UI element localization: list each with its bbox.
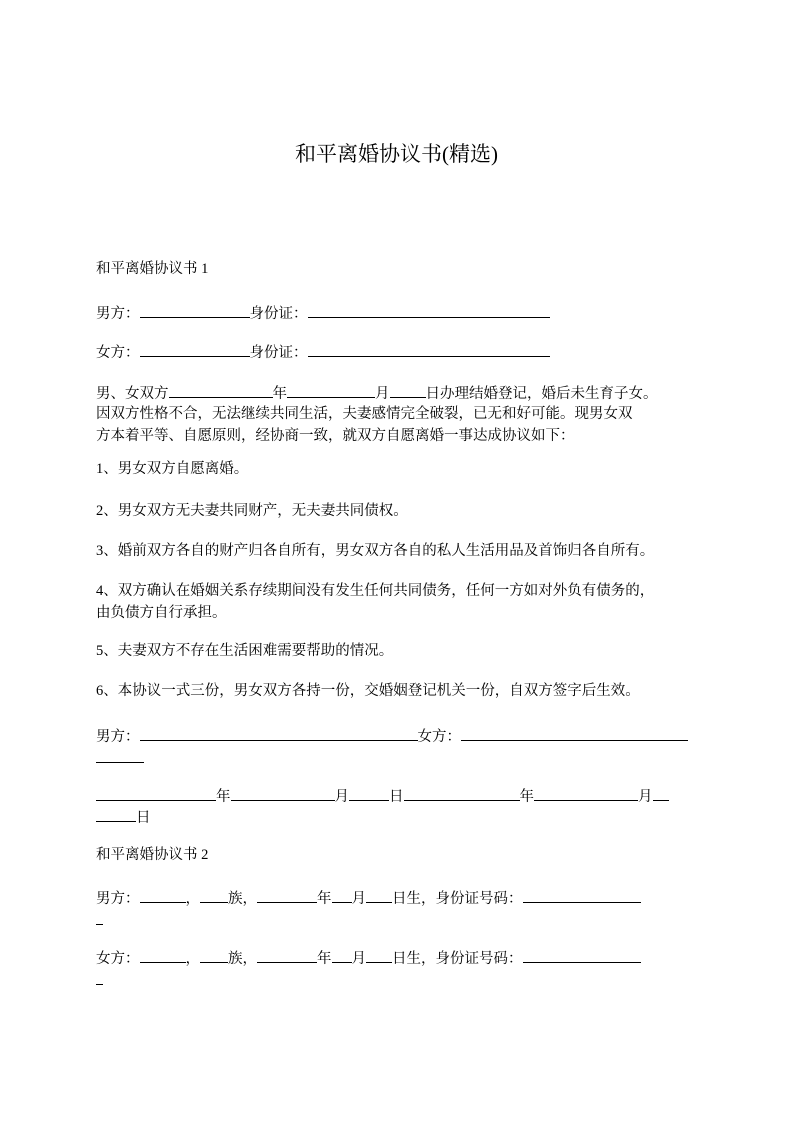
clause-item: 3、婚前双方各自的财产归各自所有，男女双方各自的私人生活用品及首饰归各自所有。 bbox=[96, 543, 655, 559]
signature-line bbox=[96, 725, 688, 747]
line-text: 族， bbox=[228, 951, 257, 967]
blank-field[interactable] bbox=[96, 785, 216, 801]
blank-field[interactable] bbox=[404, 785, 520, 801]
line-text: 女方： bbox=[96, 951, 140, 967]
paragraph-line bbox=[96, 382, 658, 404]
line-text: 男方： bbox=[96, 891, 140, 907]
line-text: 年 bbox=[317, 891, 332, 907]
clause-item: 2、男女双方无夫妻共同财产，无夫妻共同债权。 bbox=[96, 503, 408, 519]
line-text: 年 bbox=[519, 789, 534, 805]
blank-field[interactable] bbox=[169, 382, 273, 398]
date-line bbox=[96, 785, 669, 807]
line-text: 日 bbox=[389, 789, 404, 805]
line-text: 月 bbox=[334, 789, 349, 805]
line-text: 男方： bbox=[96, 306, 140, 322]
paragraph-line: 方本着平等、自愿原则，经协商一致，就双方自愿离婚一事达成协议如下： bbox=[96, 428, 575, 444]
blank-field[interactable] bbox=[140, 887, 186, 903]
blank-field[interactable] bbox=[231, 785, 335, 801]
line-text: 年 bbox=[272, 386, 287, 402]
clause-item: 由负债方自行承担。 bbox=[96, 605, 227, 621]
line-text: 日生，身份证号码： bbox=[392, 951, 523, 967]
line-text: 女方： bbox=[417, 729, 461, 745]
blank-field[interactable] bbox=[366, 887, 392, 903]
clause-item: 1、男女双方自愿离婚。 bbox=[96, 461, 249, 477]
line-text: 男方： bbox=[96, 729, 140, 745]
clause-item: 4、双方确认在婚姻关系存续期间没有发生任何共同债务，任何一方如对外负有债务的， bbox=[96, 583, 655, 599]
blank-field[interactable] bbox=[308, 341, 550, 357]
line-text: 身份证： bbox=[249, 345, 308, 361]
section-2-heading: 和平离婚协议书 2 bbox=[96, 847, 209, 863]
female-info-line bbox=[96, 947, 641, 969]
date-line-cont bbox=[96, 806, 151, 828]
line-text: 月 bbox=[351, 891, 366, 907]
line-text: 身份证： bbox=[249, 306, 308, 322]
line-text: 年 bbox=[216, 789, 231, 805]
blank-field[interactable] bbox=[523, 947, 641, 963]
line-text: ， bbox=[185, 951, 200, 967]
male-info-cont bbox=[96, 909, 103, 931]
blank-field[interactable] bbox=[534, 785, 638, 801]
line-text: 女方： bbox=[96, 345, 140, 361]
female-id-line bbox=[96, 341, 550, 363]
blank-field[interactable] bbox=[96, 909, 103, 925]
blank-field[interactable] bbox=[257, 947, 317, 963]
line-text: 年 bbox=[317, 951, 332, 967]
paragraph-line: 因双方性格不合，无法继续共同生活，夫妻感情完全破裂，已无和好可能。现男女双 bbox=[96, 406, 633, 422]
blank-field[interactable] bbox=[523, 887, 641, 903]
section-1-heading: 和平离婚协议书 1 bbox=[96, 261, 209, 277]
line-text: 月 bbox=[351, 951, 366, 967]
blank-field[interactable] bbox=[140, 302, 250, 318]
blank-field[interactable] bbox=[96, 806, 136, 822]
blank-field[interactable] bbox=[366, 947, 392, 963]
blank-field[interactable] bbox=[200, 947, 228, 963]
line-text: ， bbox=[185, 891, 200, 907]
line-text: 日办理结婚登记，婚后未生育子女。 bbox=[425, 386, 658, 402]
blank-field[interactable] bbox=[200, 887, 228, 903]
line-text: 月 bbox=[638, 789, 653, 805]
blank-field[interactable] bbox=[653, 785, 669, 801]
line-text: 月 bbox=[375, 386, 390, 402]
clause-item: 6、本协议一式三份，男女双方各持一份，交婚姻登记机关一份，自双方签字后生效。 bbox=[96, 683, 640, 699]
signature-line-cont bbox=[96, 747, 144, 769]
male-info-line bbox=[96, 887, 641, 909]
line-text: 族， bbox=[228, 891, 257, 907]
blank-field[interactable] bbox=[140, 341, 250, 357]
blank-field[interactable] bbox=[140, 947, 186, 963]
female-info-cont bbox=[96, 969, 103, 991]
blank-field[interactable] bbox=[332, 887, 352, 903]
blank-field[interactable] bbox=[140, 725, 418, 741]
clause-item: 5、夫妻双方不存在生活困难需要帮助的情况。 bbox=[96, 643, 394, 659]
blank-field[interactable] bbox=[332, 947, 352, 963]
line-text: 日生，身份证号码： bbox=[392, 891, 523, 907]
blank-field[interactable] bbox=[461, 725, 688, 741]
blank-field[interactable] bbox=[287, 382, 375, 398]
line-text: 日 bbox=[136, 810, 151, 826]
blank-field[interactable] bbox=[390, 382, 426, 398]
blank-field[interactable] bbox=[308, 302, 550, 318]
blank-field[interactable] bbox=[96, 747, 144, 763]
blank-field[interactable] bbox=[257, 887, 317, 903]
male-id-line bbox=[96, 302, 550, 324]
blank-field[interactable] bbox=[349, 785, 389, 801]
line-text: 男、女双方 bbox=[96, 386, 169, 402]
document-title: 和平离婚协议书(精选) bbox=[295, 142, 498, 166]
blank-field[interactable] bbox=[96, 969, 103, 985]
